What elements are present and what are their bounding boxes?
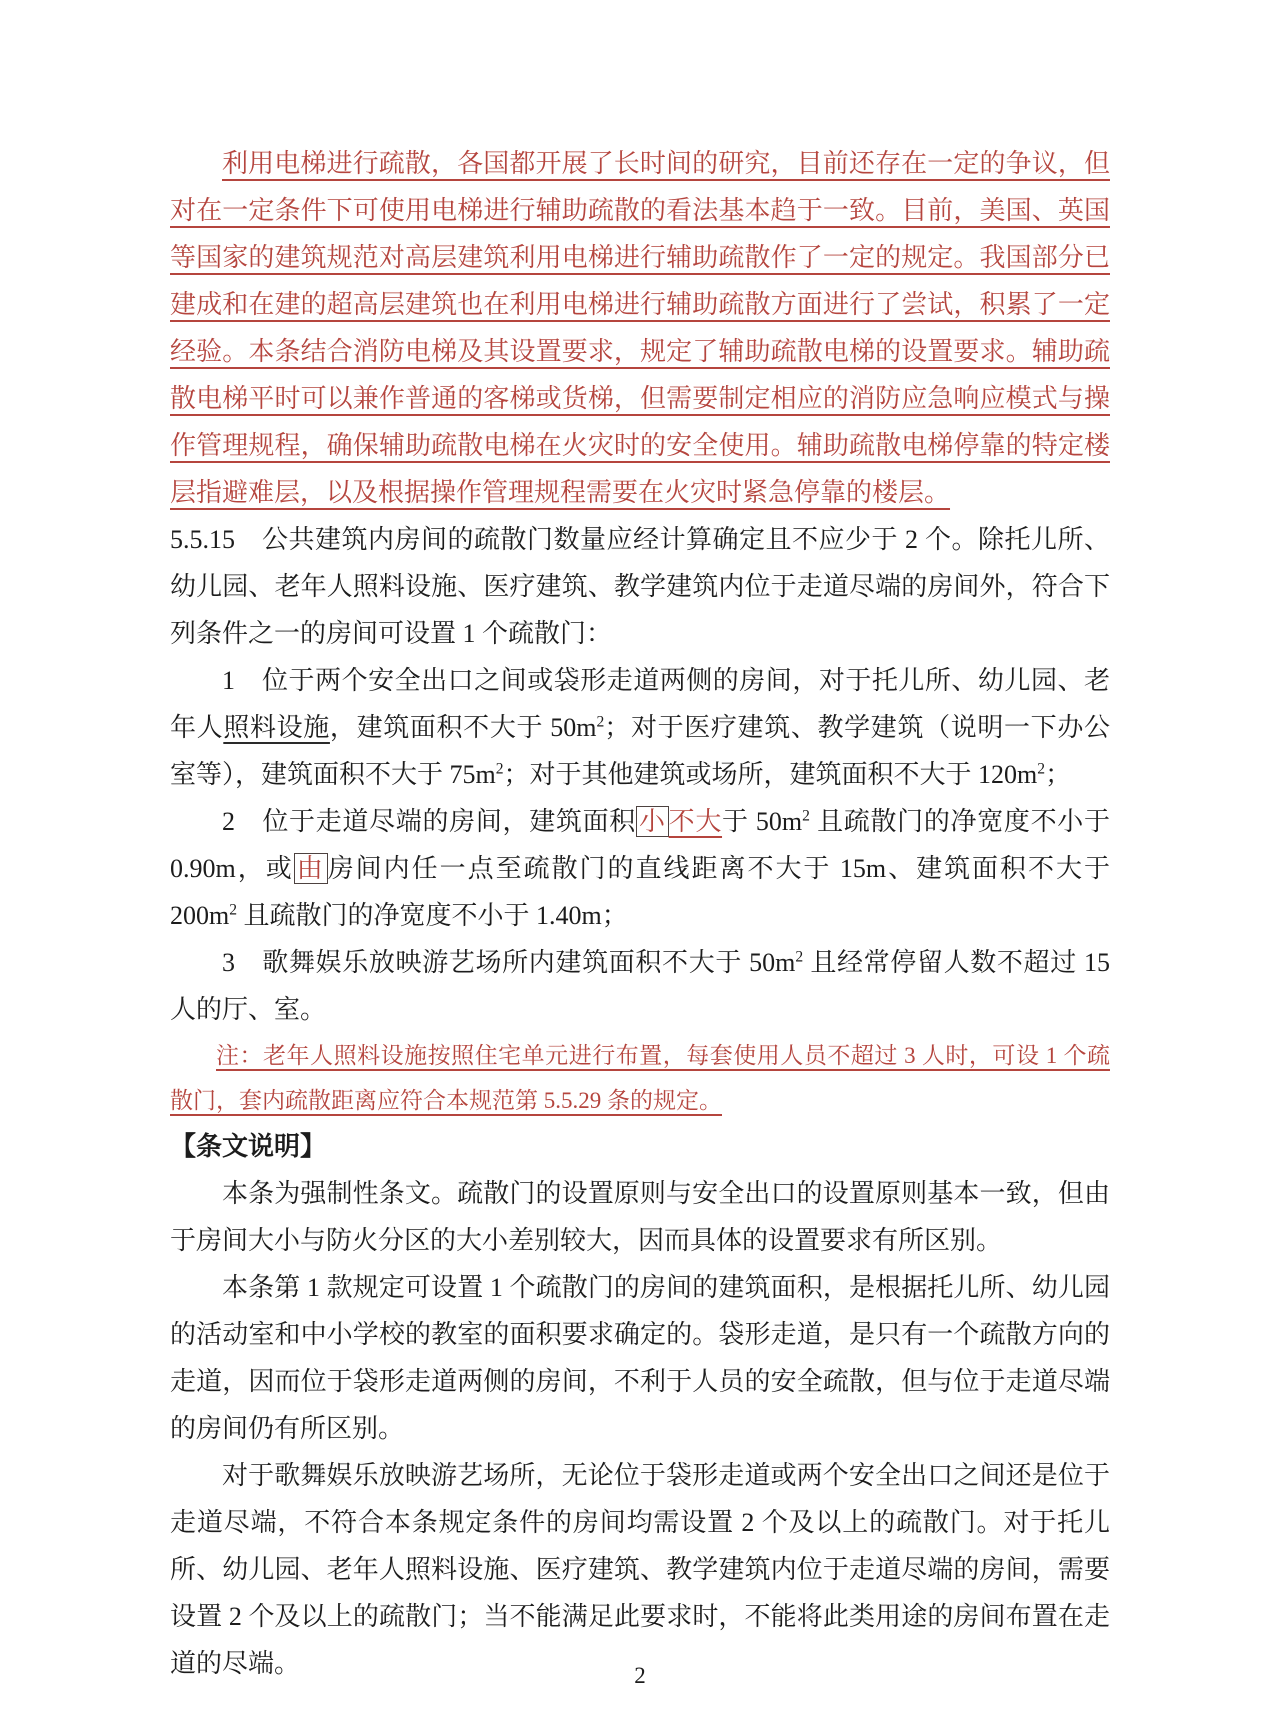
page-number: 2 [634, 1663, 646, 1688]
commentary-section-heading: 【条文说明】 [170, 1132, 327, 1161]
clause-item-2: 2 位于走道尽端的房间，建筑面积 小 不大于 $50m^2$ 且疏散门的净宽度不小于 0.90m，或 由 房间内任一点至疏散门的直线距离不大于 15m、建筑面积不大于 $200m^2$ 且疏散门的净宽度不小于 1.40m； [170, 807, 1110, 930]
explanation-paragraph-3: 对于歌舞娱乐放映游艺场所，无论位于袋形走道或两个安全出口之间还是位于走道尽端，不符合本条规定条件的房间均需设置 2 个及以上的疏散门。对于托儿所、幼儿园、老年人照料设施、医疗建筑、教学建筑内位于走道尽端的房间，需要设置 2 个及以上的疏散门；当不能满足此要求时，不能将此类用途的房间布置在走道的尽端。 [170, 1461, 1110, 1678]
clause-item-1: 1 位于两个安全出口之间或袋形走道两侧的房间，对于托儿所、幼儿园、老年人照料设施，建筑面积不大于 $50m^2$；对于医疗建筑、教学建筑（说明一下办公室等），建筑面积不大于 $75m^2$；对于其他建筑或场所，建筑面积不大于 $120m^2$； [170, 666, 1110, 789]
explanation-paragraph-2: 本条第 1 款规定可设置 1 个疏散门的房间的建筑面积，是根据托儿所、幼儿园的活动室和中小学校的教室的面积要求确定的。袋形走道，是只有一个疏散方向的走道，因而位于袋形走道两侧的房间，不利于人员的安全疏散，但与位于走道尽端的房间仍有所区别。 [170, 1273, 1110, 1443]
explanation-paragraph-1: 本条为强制性条文。疏散门的设置原则与安全出口的设置原则基本一致，但由于房间大小与防火分区的大小差别较大，因而具体的设置要求有所区别。 [170, 1179, 1110, 1255]
revision-commentary-paragraph: 利用电梯进行疏散，各国都开展了长时间的研究，目前还存在一定的争议，但对在一定条件下可使用电梯进行辅助疏散的看法基本趋于一致。目前，美国、英国等国家的建筑规范对高层建筑利用电梯进行辅助疏散作了一定的规定。我国部分已建成和在建的超高层建筑也在利用电梯进行辅助疏散方面进行了尝试，积累了一定经验。本条结合消防电梯及其设置要求，规定了辅助疏散电梯的设置要求。辅助疏散电梯平时可以兼作普通的客梯或货梯，但需要制定相应的消防应急响应模式与操作管理规程，确保辅助疏散电梯在火灾时的安全使用。辅助疏散电梯停靠的特定楼层指避难层，以及根据操作管理规程需要在火灾时紧急停靠的楼层。 [170, 149, 1110, 507]
clause-5-5-15-paragraph: 5.5.15 公共建筑内房间的疏散门数量应经计算确定且不应少于 2 个。除托儿所、幼儿园、老年人照料设施、医疗建筑、教学建筑内位于走道尽端的房间外，符合下列条件之一的房间可设置 1 个疏散门： [170, 525, 1110, 648]
clause-note-paragraph: 注：老年人照料设施按照住宅单元进行布置，每套使用人员不超过 3 人时，可设 1 个疏散门，套内疏散距离应符合本规范第 5.5.29 条的规定。 [170, 1043, 1110, 1113]
clause-item-3: 3 歌舞娱乐放映游艺场所内建筑面积不大于 $50m^2$ 且经常停留人数不超过 15 人的厅、室。 [170, 948, 1110, 1024]
